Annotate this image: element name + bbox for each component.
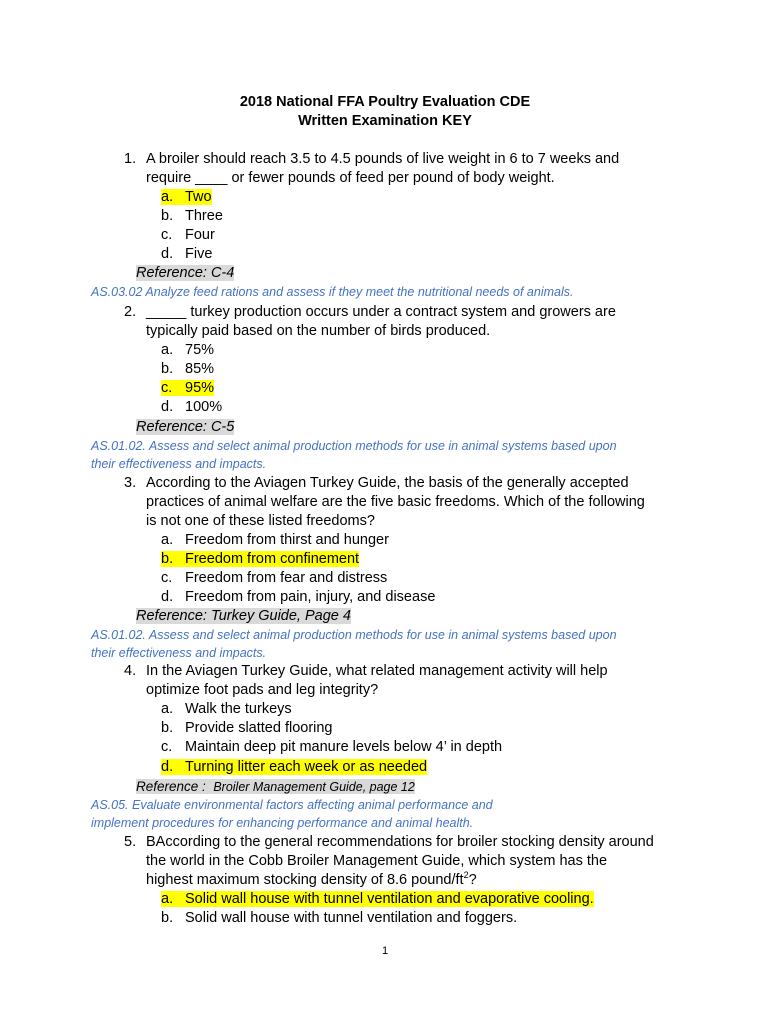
question-2-line-2: typically paid based on the number of birds produced. bbox=[146, 323, 491, 339]
option-1b: b. Three bbox=[161, 208, 223, 224]
standard-2-line-1: AS.01.02. Assess and select animal production methods for use in animal systems based upon bbox=[91, 439, 617, 453]
question-3-line-3: is not one of these listed freedoms? bbox=[146, 513, 375, 529]
question-5: 5. BAccording to the general recommendations for broiler stocking density around bbox=[124, 834, 654, 850]
option-4d: d. Turning litter each week or as needed bbox=[161, 759, 428, 775]
option-4b: b. Provide slatted flooring bbox=[161, 720, 333, 736]
reference-2: Reference: C-5 bbox=[136, 419, 235, 435]
document-subtitle: Written Examination KEY bbox=[298, 113, 472, 129]
option-3d: d. Freedom from pain, injury, and disease bbox=[161, 589, 436, 605]
question-1: 1. A broiler should reach 3.5 to 4.5 pounds of live weight in 6 to 7 weeks and bbox=[124, 151, 620, 167]
option-3c: c. Freedom from fear and distress bbox=[161, 570, 388, 586]
document-title: 2018 National FFA Poultry Evaluation CDE bbox=[239, 94, 531, 110]
option-2b: b. 85% bbox=[161, 361, 215, 377]
reference-1: Reference: C-4 bbox=[136, 265, 235, 281]
standard-3-line-2: their effectiveness and impacts. bbox=[91, 646, 267, 660]
question-5-line-3: highest maximum stocking density of 8.6 pound/$ft^2$? bbox=[146, 870, 477, 888]
option-2d: d. 100% bbox=[161, 399, 223, 415]
page-number: 1 bbox=[381, 945, 389, 957]
standard-4-line-1: AS.05. Evaluate environmental factors affecting animal performance and bbox=[91, 798, 493, 812]
standard-3-line-1: AS.01.02. Assess and select animal production methods for use in animal systems based upon bbox=[91, 628, 617, 642]
option-1c: c. Four bbox=[161, 227, 215, 243]
standard-1: AS.03.02 Analyze feed rations and assess if they meet the nutritional needs of animals. bbox=[91, 285, 574, 299]
reference-4: Reference : Broiler Management Guide, page 12 bbox=[136, 779, 415, 794]
option-3b: b. Freedom from confinement bbox=[161, 551, 360, 567]
option-1a: a. Two bbox=[161, 189, 212, 205]
option-2c: c. 95% bbox=[161, 380, 215, 396]
question-5-line-2: the world in the Cobb Broiler Management Guide, which system has the bbox=[146, 853, 608, 869]
question-4-line-2: optimize foot pads and leg integrity? bbox=[146, 682, 379, 698]
question-3: 3. According to the Aviagen Turkey Guide, the basis of the generally accepted bbox=[124, 475, 629, 491]
option-4a: a. Walk the turkeys bbox=[161, 701, 292, 717]
question-1-line-2: require ____ or fewer pounds of feed per pound of body weight. bbox=[146, 170, 555, 186]
option-5a: a. Solid wall house with tunnel ventilation and evaporative cooling. bbox=[161, 891, 594, 907]
question-4: 4. In the Aviagen Turkey Guide, what related management activity will help bbox=[124, 663, 608, 679]
standard-2-line-2: their effectiveness and impacts. bbox=[91, 457, 267, 471]
question-3-line-2: practices of animal welfare are the five basic freedoms. Which of the following bbox=[146, 494, 645, 510]
reference-3: Reference: Turkey Guide, Page 4 bbox=[136, 608, 351, 624]
option-1d: d. Five bbox=[161, 246, 213, 262]
option-4c: c. Maintain deep pit manure levels below 4’ in depth bbox=[161, 739, 503, 755]
option-2a: a. 75% bbox=[161, 342, 215, 358]
question-2: 2. _____ turkey production occurs under a contract system and growers are bbox=[124, 304, 616, 320]
option-5b: b. Solid wall house with tunnel ventilation and foggers. bbox=[161, 910, 518, 926]
standard-4-line-2: implement procedures for enhancing performance and animal health. bbox=[91, 816, 474, 830]
option-3a: a. Freedom from thirst and hunger bbox=[161, 532, 389, 548]
